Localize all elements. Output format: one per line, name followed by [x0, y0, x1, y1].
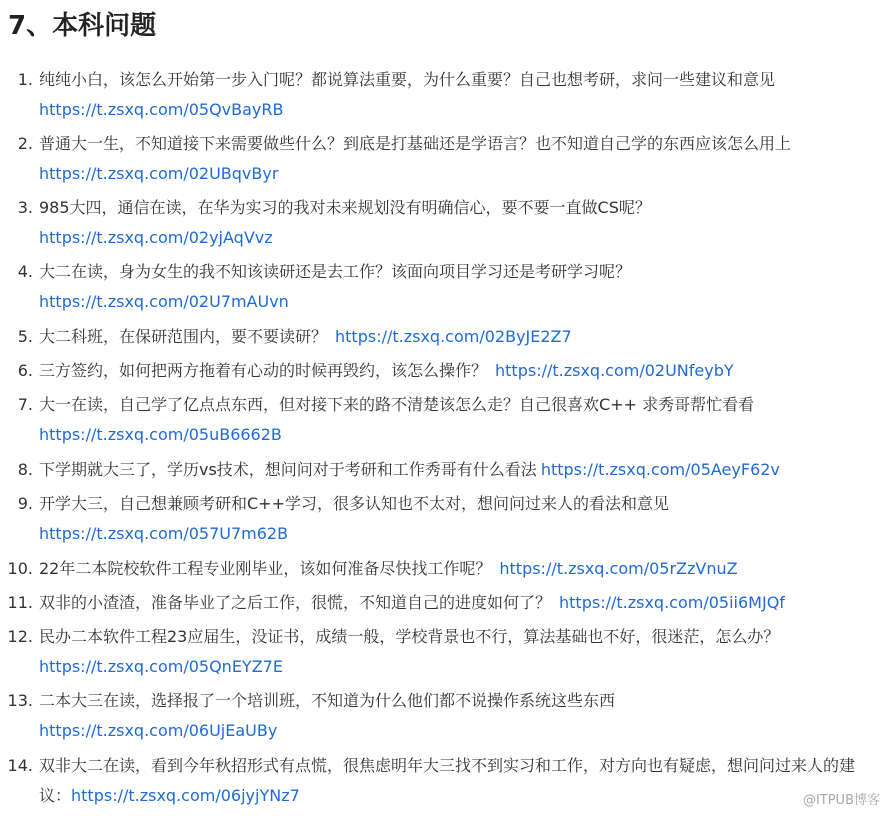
item-link[interactable]: https://t.zsxq.com/05ii6MJQf — [559, 593, 785, 612]
item-text: 大二在读，身为女生的我不知该读研还是去工作？该面向项目学习还是考研学习呢？ — [39, 262, 632, 281]
item-link[interactable]: https://t.zsxq.com/02yjAqVvz — [39, 228, 273, 247]
item-text: 普通大一生，不知道接下来需要做些什么？到底是打基础还是学语言？也不知道自己学的东西应该怎么用上 — [39, 134, 792, 153]
item-text: 大一在读，自己学了亿点点东西，但对接下来的路不清楚该怎么走？自己很喜欢C++ 求秀哥帮忙看看 — [39, 395, 755, 414]
item-link[interactable]: https://t.zsxq.com/02UNfeybY — [495, 361, 734, 380]
item-number: 3. — [17, 198, 33, 217]
item-link[interactable]: https://t.zsxq.com/05QnEYZ7E — [39, 657, 283, 676]
item-link[interactable]: https://t.zsxq.com/05AeyF62v — [540, 460, 780, 479]
item-link[interactable]: https://t.zsxq.com/057U7m62B — [39, 524, 289, 543]
item-link[interactable]: https://t.zsxq.com/05uB6662B — [39, 425, 282, 444]
item-link[interactable]: https://t.zsxq.com/05QvBayRB — [39, 100, 284, 119]
item-number: 7. — [17, 395, 33, 414]
item-number: 6. — [17, 361, 33, 380]
item-number: 1. — [17, 70, 33, 89]
item-link[interactable]: https://t.zsxq.com/06jyjYNz7 — [71, 786, 300, 805]
item-text: 双非大二在读，看到今年秋招形式有点慌，很焦虑明年大三找不到实习和工作，对方向也有疑虑，想问问过来人的建议： — [39, 756, 856, 805]
item-number: 14. — [7, 756, 33, 775]
item-text: 开学大三，自己想兼顾考研和C++学习，很多认知也不太对，想问问过来人的看法和意见 — [39, 494, 669, 513]
item-link[interactable]: https://t.zsxq.com/02ByJE2Z7 — [335, 327, 572, 346]
item-link[interactable]: https://t.zsxq.com/02UBqvByr — [39, 164, 279, 183]
item-text: 二本大三在读，选择报了一个培训班，不知道为什么他们都不说操作系统这些东西 — [39, 691, 616, 710]
item-text: 22年二本院校软件工程专业刚毕业，该如何准备尽快找工作呢？ — [39, 559, 492, 578]
item-number: 4. — [17, 262, 33, 281]
item-number: 2. — [17, 134, 33, 153]
item-number: 12. — [7, 627, 33, 646]
item-number: 10. — [7, 559, 33, 578]
watermark: @ITPUB博客 — [802, 793, 880, 808]
item-link[interactable]: https://t.zsxq.com/02U7mAUvn — [39, 292, 289, 311]
item-text: 双非的小渣渣，准备毕业了之后工作，很慌，不知道自己的进度如何了？ — [39, 593, 552, 612]
item-text: 纯纯小白，该怎么开始第一步入门呢？都说算法重要，为什么重要？自己也想考研，求问一些建议和意见 — [39, 70, 776, 89]
section-title: 7、本科问题 — [8, 11, 157, 41]
item-number: 8. — [17, 460, 33, 479]
item-text: 民办二本软件工程23应届生，没证书，成绩一般，学校背景也不行，算法基础也不好，很迷茫，怎么办？ — [39, 627, 780, 646]
item-number: 11. — [7, 593, 33, 612]
item-number: 5. — [17, 327, 33, 346]
item-text: 大二科班，在保研范围内，要不要读研？ — [39, 327, 328, 346]
item-text: 三方签约，如何把两方拖着有心动的时候再毁约，该怎么操作？ — [39, 361, 488, 380]
item-link[interactable]: https://t.zsxq.com/06UjEaUBy — [39, 721, 278, 740]
item-text: 下学期就大三了，学历vs技术，想问问对于考研和工作秀哥有什么看法 — [39, 460, 537, 479]
item-text: 985大四，通信在读，在华为实习的我对未来规划没有明确信心，要不要一直做CS呢？ — [39, 198, 651, 217]
item-number: 13. — [7, 691, 33, 710]
item-number: 9. — [17, 494, 33, 513]
item-link[interactable]: https://t.zsxq.com/05rZzVnuZ — [499, 559, 738, 578]
